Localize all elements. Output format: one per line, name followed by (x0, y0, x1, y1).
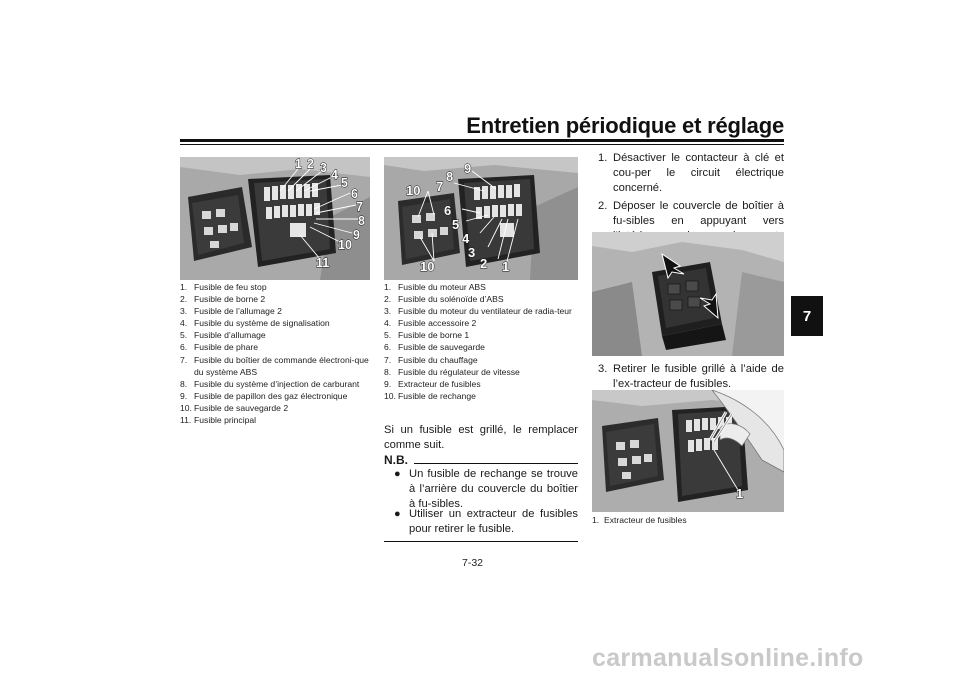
legend-item: 3. Fusible du moteur du ventilateur de radia-teur (384, 306, 572, 317)
bullet-dot-icon: ● (394, 468, 401, 480)
legend-item: 4. Fusible accessoire 2 (384, 318, 477, 329)
page-number: 7-32 (462, 557, 484, 569)
callout-7: 7 (436, 179, 444, 194)
step-item: 1. Désactiver le contacteur à clé et cou-per le circuit électrique concerné. (598, 152, 784, 195)
callout-6: 6 (351, 187, 358, 201)
callout-10b: 10 (420, 259, 435, 274)
legend-item: 7. Fusible du boîtier de commande électroni-que du système ABS (180, 354, 369, 377)
fuse-box-cover-photo (592, 232, 784, 356)
callout-5: 5 (452, 217, 460, 232)
legend-item: 5. Fusible d’allumage (180, 330, 266, 341)
step-item: 3. Retirer le fusible grillé à l’aide de l’ex-tracteur de fusibles. (598, 363, 784, 391)
bullet-dot-icon: ● (394, 508, 401, 520)
page-title: Entretien périodique et réglage (466, 113, 784, 138)
callout-9: 9 (464, 161, 472, 176)
replace-fuse-paragraph: Si un fusible est grillé, le remplacer comme suit. (384, 424, 578, 452)
callout-1: 1 (502, 259, 510, 274)
header-rule (180, 139, 784, 142)
legend-item: 5. Fusible de borne 1 (384, 330, 470, 341)
nb-label: N.B. (384, 453, 408, 467)
watermark-text: carmanualsonline.info (592, 644, 864, 672)
callout-11: 11 (316, 256, 330, 270)
legend-item: 1. Fusible de feu stop (180, 282, 267, 292)
legend-item: 3. Fusible de l’allumage 2 (180, 306, 282, 317)
legend-item: 6. Fusible de phare (180, 342, 259, 353)
callout-3: 3 (320, 161, 327, 175)
step-item: 2. Déposer le couvercle de boîtier à fu-sibles en appuyant vers (598, 199, 784, 227)
legend-item: 1. Fusible du moteur ABS (384, 282, 486, 292)
legend-item: 1. Extracteur de fusibles (592, 515, 687, 525)
figure4-legend (592, 514, 784, 526)
callout-6: 6 (444, 203, 452, 218)
callout-8: 8 (446, 169, 454, 184)
legend-item: 10. Fusible de sauvegarde 2 (180, 402, 289, 413)
chapter-tab[interactable]: 7 (791, 296, 823, 336)
callout-7: 7 (356, 200, 363, 214)
callout-1: 1 (295, 157, 302, 171)
nb-end-rule (384, 541, 578, 542)
nb-bullet-1: ● Un fusible de rechange se trouve à l’arrière du couvercle du boîtier à fu-sibles. (394, 468, 578, 511)
nb-rule (414, 463, 578, 464)
callout-10: 10 (338, 238, 352, 252)
callout-2: 2 (480, 256, 488, 271)
legend-item: 8. Fusible du régulateur de vitesse (384, 366, 520, 377)
step-3 (592, 362, 784, 392)
fuse-box-photo-2 (384, 157, 578, 280)
figure2-legend (384, 281, 578, 402)
callout-8: 8 (358, 214, 365, 228)
legend-item: 11. Fusible principal (180, 415, 257, 426)
legend-item: 10. Fusible de rechange (384, 390, 476, 401)
legend-item: 2. Fusible du solénoïde d’ABS (384, 294, 504, 305)
header-rule-thin (180, 144, 784, 145)
legend-item: 9. Extracteur de fusibles (384, 378, 481, 389)
legend-item: 9. Fusible de papillon des gaz électronique (180, 390, 348, 401)
fuse-puller-photo (592, 390, 784, 512)
callout-2: 2 (307, 157, 314, 171)
callout-3: 3 (468, 245, 476, 260)
callout-1: 1 (736, 486, 744, 501)
legend-item: 4. Fusible du système de signalisation (180, 318, 330, 329)
legend-item: 6. Fusible de sauvegarde (384, 342, 485, 353)
figure1-legend (180, 281, 375, 426)
callout-10: 10 (406, 183, 421, 198)
callout-4: 4 (462, 231, 470, 246)
callout-5: 5 (341, 176, 348, 190)
legend-item: 8. Fusible du système d’injection de carburant (180, 378, 360, 389)
nb-bullet-2: ● Utiliser un extracteur de fusibles pour retirer le fusible. (394, 508, 578, 536)
legend-item: 2. Fusible de borne 2 (180, 294, 266, 305)
callout-4: 4 (331, 168, 338, 182)
callout-9: 9 (353, 228, 360, 242)
fuse-box-photo-1 (180, 157, 370, 280)
legend-item: 7. Fusible du chauffage (384, 354, 478, 365)
